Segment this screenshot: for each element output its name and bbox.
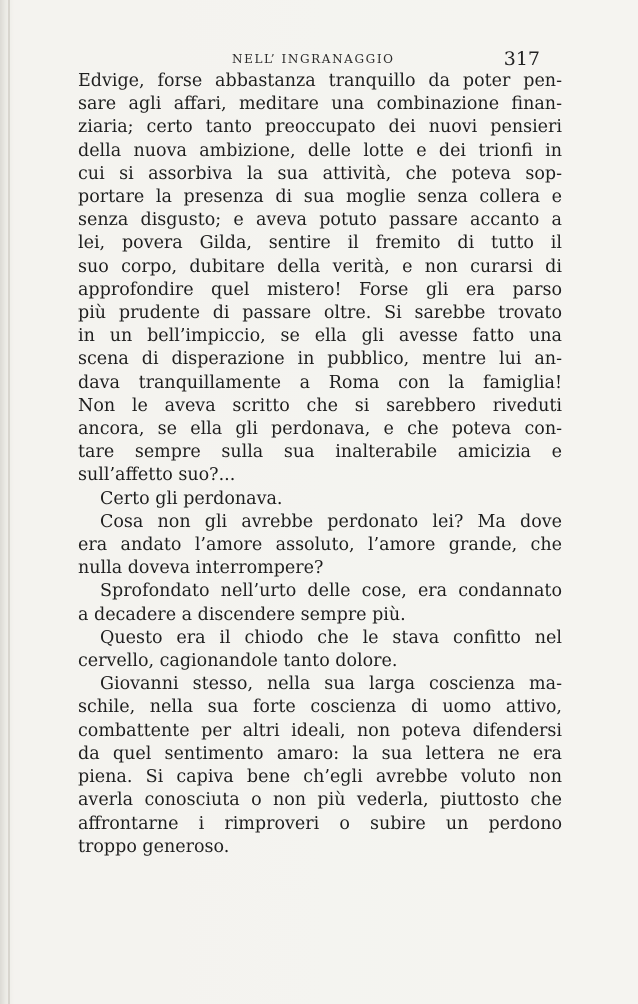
paragraph [78, 673, 562, 859]
text-line: ancora, se ella gli perdonava, e che poteva con- [78, 419, 562, 440]
text-line: portare la presenza di sua moglie senza collera e [78, 187, 562, 208]
text-line: ziaria; certo tanto preoccupato dei nuovi pensieri [78, 117, 562, 138]
text-line: da quel sentimento amaro: la sua lettera ne era [78, 743, 562, 764]
text-line: lei, povera Gilda, sentire il fremito di tutto il [78, 233, 562, 254]
text-line: dava tranquillamente a Roma con la famiglia! [78, 372, 562, 393]
text-line: sull’affetto suo?... [78, 465, 236, 486]
text-line: affrontarne i rimproveri o subire un perdono [78, 813, 562, 834]
text-line: combattente per altri ideali, non poteva difendersi [78, 720, 562, 741]
body-text [78, 70, 562, 859]
text-line: scena di disperazione in pubblico, mentre lui an- [78, 349, 562, 370]
text-line: in un bell’impiccio, se ella gli avesse fatto una [78, 326, 562, 347]
text-line: Edvige, forse abbastanza tranquillo da poter pen- [78, 71, 562, 91]
paragraph [78, 488, 562, 511]
text-line: piena. Si capiva bene ch’egli avrebbe voluto non [78, 767, 562, 788]
page-edge-shadow [8, 0, 10, 1004]
paragraph [78, 70, 562, 488]
text-line: Cosa non gli avrebbe perdonato lei? Ma dove [100, 511, 562, 532]
text-line: Certo gli perdonava. [100, 488, 283, 509]
paragraph [78, 580, 562, 626]
text-line: troppo generoso. [78, 836, 230, 857]
text-line: sare agli affari, meditare una combinazione finan- [78, 94, 562, 115]
text-line: approfondire quel mistero! Forse gli era parso [78, 279, 562, 300]
text-line: senza disgusto; e aveva potuto passare accanto a [78, 210, 562, 231]
text-line: a decadere a discendere sempre più. [78, 604, 406, 625]
text-line: averla conosciuta o non più vederla, piuttosto che [78, 790, 562, 811]
text-line: nulla doveva interrompere? [78, 558, 324, 579]
text-line: schile, nella sua forte coscienza di uomo attivo, [78, 697, 562, 718]
text-line: Giovanni stesso, nella sua larga coscienza ma- [100, 674, 562, 695]
text-line: era andato l’amore assoluto, l’amore grande, che [78, 535, 562, 556]
text-line: della nuova ambizione, delle lotte e dei trionfi in [78, 140, 562, 161]
text-line: Questo era il chiodo che le stava confitto nel [100, 627, 562, 648]
text-line: Sprofondato nell’urto delle cose, era condannato [100, 581, 562, 602]
paragraph [78, 511, 562, 581]
text-line: cui si assorbiva la sua attività, che poteva sop- [78, 163, 562, 184]
paragraph [78, 627, 562, 673]
text-line: cervello, cagionandole tanto dolore. [78, 651, 398, 672]
text-line: Non le aveva scritto che si sarebbero riveduti [78, 395, 562, 416]
running-title: NELL’ INGRANAGGIO [232, 52, 395, 66]
text-line: suo corpo, dubitare della verità, e non curarsi di [78, 256, 562, 277]
text-line: tare sempre sulla sua inalterabile amicizia e [78, 442, 562, 463]
page-number: 317 [503, 48, 540, 70]
text-line: più prudente di passare oltre. Si sarebbe trovato [78, 303, 562, 324]
